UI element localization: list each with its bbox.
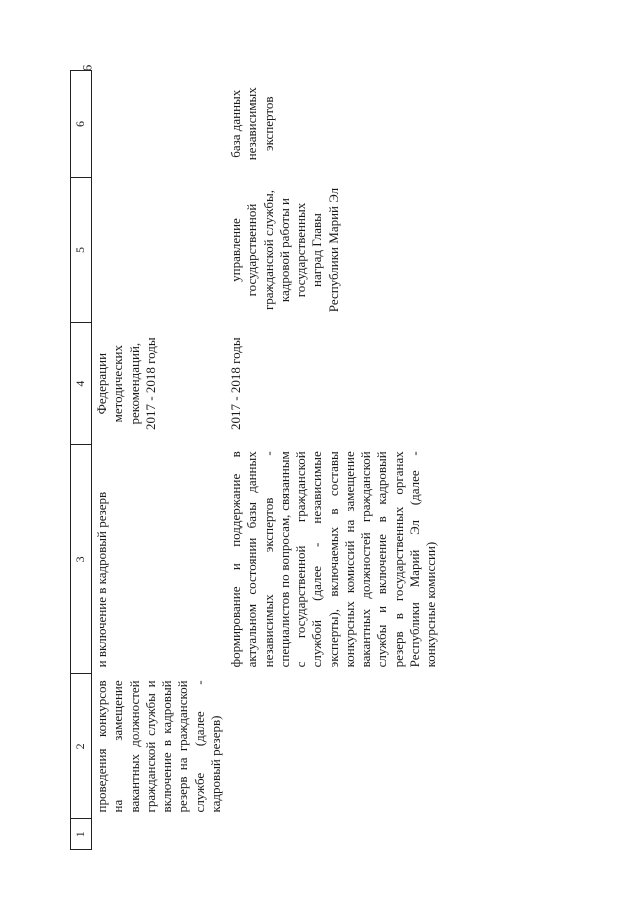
header-col-3: 3 <box>71 445 92 674</box>
row1-col6 <box>92 71 227 178</box>
row1-col5 <box>92 177 227 322</box>
header-col-5: 5 <box>71 177 92 322</box>
header-col-4: 4 <box>71 323 92 445</box>
rotated-page <box>70 70 570 850</box>
row1-col2: проведения конкурсов на замещение вакантных должностей гражданской службы и включение в кадровый резерв на гражданской службе (далее - кадровый резерв) <box>94 680 223 813</box>
table-row <box>226 71 441 850</box>
row2-col5: управление государственной гражданской службы, кадровой работы и государственных наград Главы Республики Марий Эл <box>228 187 341 313</box>
row1-col1 <box>92 819 227 850</box>
header-col-2: 2 <box>71 674 92 819</box>
row2-col4: 2017 - 2018 годы <box>228 337 243 430</box>
row1-col4: Федерации методических рекомендаций, 2017 - 2018 годы <box>94 337 158 430</box>
row2-col1 <box>226 819 441 850</box>
page-number: 6 <box>79 64 95 72</box>
header-col-6: 6 <box>71 71 92 178</box>
row2-col2 <box>226 674 441 819</box>
row1-col3: и включение в кадровый резерв <box>94 491 109 668</box>
row2-col3: формирование и поддержание в актуальном состоянии базы данных независимых экспертов - специалистов по вопросам, связанным с государственной гражданской службой (далее - независимые эксперты), включаемых в составы конкурсных комиссий на замещение вакантных должностей гражданской службы и включение в кадровый резерв в государственных органах Республики Марий Эл (далее - конкурсные комиссии) <box>228 451 438 668</box>
row2-col6: база данных независимых экспертов <box>228 87 276 161</box>
table-row <box>92 71 227 850</box>
table-header-row <box>71 71 92 850</box>
header-col-1: 1 <box>71 819 92 850</box>
plan-table <box>70 70 441 850</box>
